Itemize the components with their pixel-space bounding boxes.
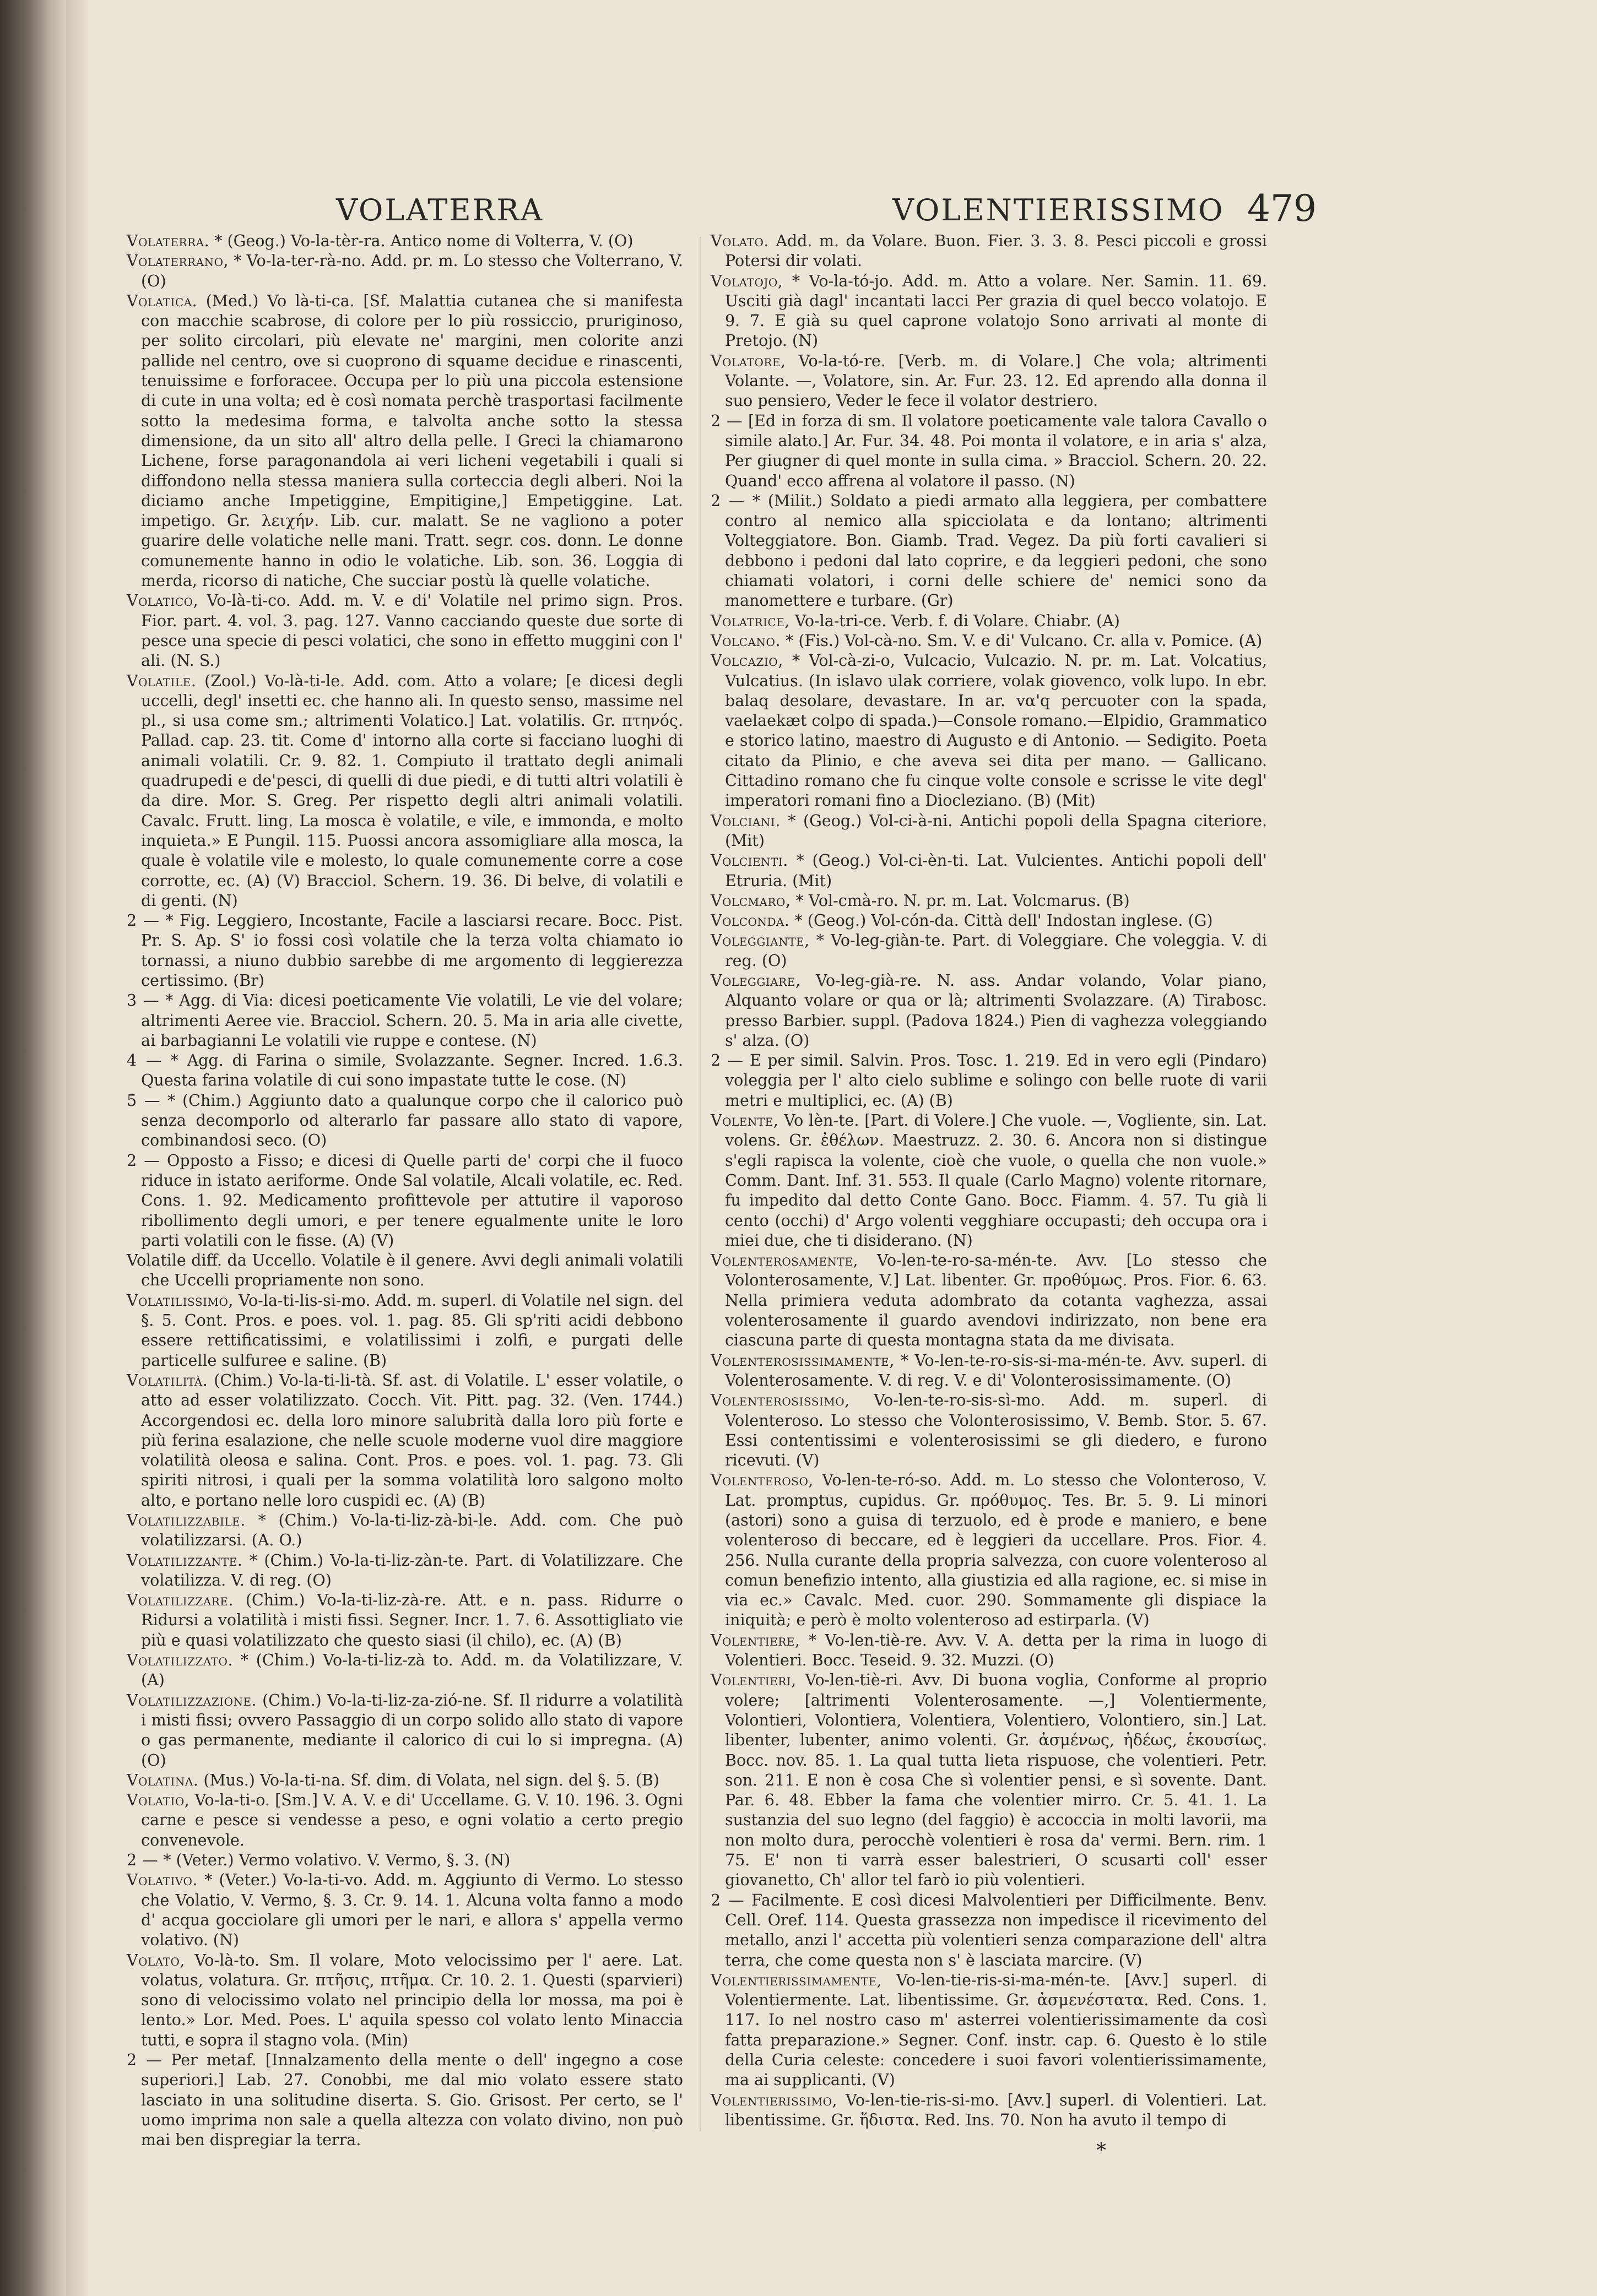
entry-headword: 2 — — [127, 911, 160, 930]
dictionary-entry — [711, 1891, 1267, 1971]
entry-headword: Voleggiante, — [711, 931, 810, 950]
entry-headword: Volatilità. — [127, 1371, 208, 1389]
book-spine — [0, 0, 66, 2296]
column-divider — [700, 237, 701, 2131]
dictionary-entry — [711, 1251, 1267, 1350]
entry-headword: Volcienti. — [711, 851, 788, 870]
entry-text: * (Geog.) Vo-la-tèr-ra. Antico nome di Volterra, V. (O) — [209, 232, 634, 250]
entry-text: * Vol-cà-zi-o, Vulcacio, Vulcazio. N. pr. m. Lat. Volcatius, Vulcatius. (In islavo ulak corriere, volak giovenco, volk lupo. In ebr. balaq desolare, devastare. In ar. vα'q percuoter con la spada, vaelaekæt colpo di spada.)—Console romano.—Elpidio, Grammatico e storico latino, maestro di Augusto e di Antonio. — Sedigito. Poeta citato da Plinio, e che aveva sei dita per mano. — Gallicano. Cittadino romano che fu cinque volte console e scrisse le vite degl' imperatori romani fino a Diocleziano. (B) (Mit) — [725, 652, 1267, 810]
dictionary-entry — [711, 651, 1267, 811]
dictionary-entry — [711, 1670, 1267, 1890]
entry-text: Vo-la-tri-ce. Verb. f. di Volare. Chiabr. (A) — [789, 611, 1120, 630]
entry-text: Vo-la-ti-lis-si-mo. Add. m. superl. di Volatile nel sign. del §. 5. Cont. Pros. e poes. vol. 1. pag. 85. Gli sp'riti acidi debbono essere rettificatissimi, e volatilissimi i zolfi, e purgati delle particelle sulfuree e saline. (B) — [141, 1291, 683, 1370]
dictionary-entry — [711, 1351, 1267, 1391]
dictionary-entry — [127, 1591, 683, 1651]
dictionary-entry — [711, 1631, 1267, 1671]
entry-headword: 2 — — [711, 491, 745, 510]
entry-headword: Volcmaro, — [711, 891, 791, 910]
entry-text: * Agg. di Farina o simile, Svolazzante. Segner. Incred. 1.6.3. Questa farina volatile di cui sono impastate tutte le cose. (N) — [141, 1051, 683, 1090]
entry-text: Vo-len-te-ro-sis-sì-mo. Add. m. superl. di Volenteroso. Lo stesso che Volonterosissimo, V. Bemb. Stor. 5. 67. Essi contentissimi e volenterosissimi se gli diedero, e furono ricevuti. (V) — [725, 1391, 1267, 1470]
dictionary-entry — [127, 1371, 683, 1511]
entry-headword: Volatina. — [127, 1771, 199, 1789]
entry-text: (Zool.) Vo-là-ti-le. Add. com. Atto a volare; [e dicesi degli uccelli, degl' insetti ec. che hanno ali. In questo senso, massime nel pl., si usa come sm.; altrimenti Volatico.] Lat. volatilis. Gr. πτηνός. Pallad. cap. 23. tit. Come d' intorno alla corte si facciano luoghi di animali volatili. Cr. 9. 82. 1. Compiuto il trattato degli animali quadrupedi e de'pesci, di quelli di due piedi, e di tutti altri volatili è da dire. Mor. S. Greg. Per rispetto degli altri animali volatili. Cavalc. Frutt. ling. La mosca è volatile, e vile, e immonda, e molto inquieta.» E Pungil. 115. Puossi ancora assomigliare alla mosca, la quale è volatile vile e molesto, lo quale comunemente corre a cose corrotte, ec. (A) (V) Bracciol. Schern. 19. 36. Di belve, di volatili e di genti. (N) — [141, 671, 683, 910]
entry-headword: Volenterosamente, — [711, 1251, 858, 1270]
dictionary-entry — [127, 1251, 683, 1291]
dictionary-entry — [711, 851, 1267, 891]
entry-text: * (Veter.) Vo-la-ti-vo. Add. m. Aggiunto di Vermo. Lo stesso che Volatio, V. Vermo, §. 3. Cr. 9. 14. 1. Alcuna volta fanno a modo d' acqua gocciolare gli umori per le nari, e allora s' appella vermo volativo. (N) — [141, 1871, 683, 1950]
entry-headword: Volcazio, — [711, 652, 783, 670]
left-page-edge — [66, 0, 88, 2296]
entry-headword: Volatilizzabile. — [127, 1511, 246, 1529]
entry-text: Facilmente. E così dicesi Malvolentieri per Difficilmente. Benv. Cell. Oref. 114. Questa grassezza non impedisce il ricevimento del metallo, anzi l' accetta più volentieri senza comparazione dell' altra terra, che come questa non s' è lasciata marcire. (V) — [725, 1891, 1267, 1969]
entry-text: Vo-len-tie-ris-si-ma-mén-te. [Avv.] superl. di Volentiermente. Lat. libentissime. Gr. ἀσμενέστατα. Red. Cons. 1. 117. Io nel nostro caso m' asterrei volentierissimamente da così fatta preparazione.» Segner. Conf. instr. cap. 6. Questo è lo stile della Curia celeste: concedere i suoi favori volentierissimamente, ma ai supplicanti. (V) — [725, 1971, 1267, 2089]
entry-headword: 2 — — [711, 411, 743, 430]
right-column — [711, 231, 1267, 2137]
dictionary-entry — [127, 1511, 683, 1551]
entry-text: (Med.) Vo là-ti-ca. [Sf. Malattia cutanea che si manifesta con macchie scabrose, di colore per lo più rossiccio, pruriginoso, per solito circolari, più elevate ne' margini, men colorite anzi pallide nel centro, ove si cuoprono di squame decidue e rinascenti, tenuissime e forforacee. Occupa per lo più una piccola estensione di cute in una volta; ed è così nomata perchè trasportasi facilmente sotto la medesima forma, e talvolta anche sotto la stessa dimensione, da un sito all' altro della pelle. I Greci la chiamarono Lichene, forse paragonandola ai veri licheni vegetabili i quali si diffondono nella stessa maniera sulla corteccia degli alberi. Noi la diciamo anche Impetiggine, Empitigine,] Empetiggine. Lat. impetigo. Gr. λειχήν. Lib. cur. malatt. Se ne vagliono a poter guarire delle volatiche nelle mani. Tratt. segr. cos. donn. Le donne comunemente hanno in odio le volatiche. Lib. son. 36. Loggia di merda, ricorso di natiche, Che succiar postù là quelle volatiche. — [141, 291, 683, 590]
entry-text: Per metaf. [Innalzamento della mente o dell' ingegno a cose superiori.] Lab. 27. Conobbi, me dal mio volato essere stato lasciato in una solitudine diserta. S. Gio. Grisost. Per certo, se l' uomo imprima non sale a quella altezza con volato divino, non può mai ben dispregiar la terra. — [141, 2051, 683, 2150]
dictionary-entry — [127, 1091, 683, 1151]
dictionary-entry — [127, 991, 683, 1051]
dictionary-entry — [711, 811, 1267, 851]
dictionary-entry — [711, 611, 1267, 631]
signature-mark: * — [1096, 2140, 1106, 2162]
entry-headword: Volatica. — [127, 291, 198, 310]
entry-headword: Voleggiare, — [711, 971, 801, 990]
entry-headword: 2 — — [711, 1891, 745, 1909]
dictionary-entry — [127, 1850, 683, 1870]
entry-headword: Volentierissimamente, — [711, 1971, 883, 1989]
entry-text: * (Chim.) Aggiunto dato a qualunque corpo che il calorico può senza decomporlo od alterarlo far passare allo stato di vapore, combinandosi seco. (O) — [141, 1091, 683, 1150]
dictionary-entry — [127, 1291, 683, 1371]
dictionary-entry — [711, 891, 1267, 911]
dictionary-entry — [127, 1151, 683, 1251]
entry-headword: Volatojo, — [711, 272, 783, 290]
entry-headword: Volatrice, — [711, 611, 790, 630]
entry-headword: Volato, — [127, 1951, 185, 1969]
entry-text: Vo-len-te-ro-sa-mén-te. Avv. [Lo stesso che Volonterosamente, V.] Lat. libenter. Gr. προθύμως. Pros. Fior. 6. 63. Nella primiera veduta adombrato da cotanta vaghezza, assai volenterosamente il guardo avendovi indirizzato, non bene era ciascuna parte di questa montagna stata da me divisata. — [725, 1251, 1267, 1350]
entry-text: * (Geog.) Vol-ci-èn-ti. Lat. Vulcientes. Antichi popoli dell' Etruria. (Mit) — [725, 851, 1267, 890]
entry-headword: Volentiere, — [711, 1631, 800, 1649]
dictionary-entry — [127, 251, 683, 291]
entry-headword: Volatio, — [127, 1791, 190, 1810]
entry-headword: 4 — — [127, 1051, 162, 1070]
entry-headword: Volatilissimo, — [127, 1291, 234, 1310]
entry-text: * Vo-la-tó-jo. Add. m. Atto a volare. Ner. Samin. 11. 69. Usciti già dagl' incantati lacci Per grazia di quel becco volatojo. E 9. 7. E già su quel caprone volatojo Sono arrivati al monte di Pretojo. (N) — [725, 272, 1267, 350]
entry-headword: Volatilizzazione. — [127, 1691, 257, 1709]
entry-headword: Volconda. — [711, 911, 790, 930]
dictionary-entry — [711, 411, 1267, 491]
entry-text: Vo-leg-già-re. N. ass. Andar volando, Volar piano, Alquanto volare or qua or là; altrimenti Svolazzare. (A) Tirabosc. presso Barbier. suppl. (Padova 1824.) Pien di vaghezza voleggiando s' alza. (O) — [725, 971, 1267, 1050]
entry-headword: Volatilizzare. — [127, 1591, 234, 1610]
entry-text: 2 — Opposto a Fisso; e dicesi di Quelle parti de' corpi che il fuoco riduce in istato aeriforme. Onde Sal volatile, Alcali volatile, ec. Red. Cons. 1. 92. Medicamento profittevole per attutire il vaporoso ribollimento degli umori, e per tenere egualmente unite le loro parti volatili con le fisse. (A) (V) — [127, 1151, 683, 1250]
entry-text: Add. m. da Volare. Buon. Fier. 3. 3. 8. Pesci piccoli e grossi Potersi dir volati. — [725, 232, 1267, 270]
dictionary-entry — [711, 272, 1267, 351]
dictionary-entry — [127, 1951, 683, 2050]
entry-headword: 2 — — [711, 1051, 744, 1070]
entry-text: (Chim.) Vo-la-ti-liz-zà-re. Att. e n. pass. Ridurre o Ridursi a volatilità i misti fissi. Segner. Incr. 1. 7. 6. Assottigliato vie più e quasi volatilizzato che questo siasi (il chilo), ec. (A) (B) — [141, 1591, 683, 1649]
entry-text: * (Chim.) Vo-la-ti-liz-zà-bi-le. Add. com. Che può volatilizzarsi. (A. O.) — [141, 1511, 683, 1550]
dictionary-entry — [127, 291, 683, 591]
entry-text: (Chim.) Vo-la-ti-li-tà. Sf. ast. di Volatile. L' esser volatile, o atto ad esser volatilizzato. Cocch. Vit. Pitt. pag. 32. (Ven. 1744.) Accorgendosi ec. della loro minore salubrità dalla loro più forte e più ferina esalazione, che nelle scuole moderne vuol dire maggiore volatilità oleosa e salina. Cont. Pros. e poes. vol. 1. pag. 73. Gli spiriti nitrosi, i quali per la somma volatilità loro salgono molto alto, e portano nelle loro cuspidi ec. (A) (B) — [141, 1371, 683, 1510]
entry-text: * Agg. di Via: dicesi poeticamente Vie volatili, Le vie del volare; altrimenti Aeree vie. Bracciol. Schern. 20. 5. Ma in aria alle civette, ai barbagianni Le volatili vie ruppe e contese. (N) — [141, 991, 683, 1050]
entry-text: Vo-la-ti-o. [Sm.] V. A. V. e di' Uccellame. G. V. 10. 196. 3. Ogni carne e pesce si vendesse a peso, e ogni volatio a certo pregio convenevole. — [141, 1791, 683, 1849]
running-header — [242, 182, 1317, 230]
entry-headword: Volaterra. — [127, 232, 210, 250]
entry-headword: Volaterrano, — [127, 252, 229, 270]
entry-headword: Volciani. — [711, 811, 781, 830]
dictionary-entry — [711, 1470, 1267, 1630]
left-column — [127, 231, 683, 2150]
dictionary-entry — [711, 971, 1267, 1051]
entry-text: * Vo-len-tiè-re. Avv. V. A. detta per la rima in luogo di Volentieri. Bocc. Teseid. 9. 32. Muzzi. (O) — [725, 1631, 1267, 1670]
dictionary-entry — [127, 1051, 683, 1091]
running-head-right: VOLENTIERISSIMO — [892, 193, 1225, 227]
dictionary-entry — [127, 1790, 683, 1850]
dictionary-entry — [127, 2050, 683, 2150]
dictionary-entry — [711, 1111, 1267, 1251]
entry-text: Vo-là-to. Sm. Il volare, Moto velocissimo per l' aere. Lat. volatus, volatura. Gr. πτῆσις, πτῆμα. Cr. 10. 2. 1. Questi (sparvieri) sono di velocissimo volato nel principio della lor mossa, ma poi è lento.» Lor. Med. Poes. L' aquila spesso col volato lento Minaccia tutti, e sopra il stagno vola. (Min) — [141, 1951, 683, 2049]
dictionary-entry — [711, 1971, 1267, 2091]
dictionary-entry — [127, 1551, 683, 1591]
entry-headword: Volcano. — [711, 631, 781, 650]
entry-headword: Volativo. — [127, 1871, 198, 1890]
entry-text: Vo-len-tiè-ri. Avv. Di buona voglia, Conforme al proprio volere; [altrimenti Volenterosamente. —,] Volentiermente, Volontieri, Volontiera, Volentiera, Volentiero, Volontiero, sin.] Lat. libenter, lubenter, animo volenti. Gr. ἀσμένως, ἡδέως, ἑκουσίως. Bocc. nov. 85. 1. La qual tutta lieta rispuose, che volentieri. Petr. son. 211. E non è cosa Che sì volentier pensi, e sì sovente. Dant. Par. 6. 48. Ebber la fama che volentier mirro. Cr. 5. 41. 1. La sustanzia del suo legno (del faggio) è accoccia in molti lavorii, ma non molto dura, perocchè volentieri è rosa da' vermi. Bern. rim. 1 75. E' non ti varrà esser balestrieri, O scusarti coll' esser giovanetto, Ch' allor tel farò io più volentieri. — [725, 1671, 1267, 1890]
dictionary-entry — [711, 2091, 1267, 2131]
entry-headword: Volenterosissimo, — [711, 1391, 850, 1410]
entry-headword: Volenteroso, — [711, 1471, 814, 1490]
entry-headword: 3 — — [127, 991, 160, 1010]
entry-headword: Volatico, — [127, 591, 199, 610]
entry-text: (Chim.) Vo-la-ti-liz-za-zió-ne. Sf. Il ridurre a volatilità i misti fissi; ovvero Passaggio di un corpo solido allo stato di vapore o gas permanente, mediante il calorico di cui lo si impregna. (A) (O) — [141, 1691, 683, 1770]
entry-text: Vo-len-te-ró-so. Add. m. Lo stesso che Volonteroso, V. Lat. promptus, cupidus. Gr. πρόθυμος. Tes. Br. 5. 9. Li minori (astori) sono a guisa di terzuolo, ed è prode e maniero, e bene volenteroso di beccare, ed è leggieri da uccellare. Pros. Fior. 4. 256. Nulla curante della propria salvezza, con cuore volenteroso al comun benefizio intento, alla giustizia ed alla ragione, ec. si mise in via ec.» Cavalc. Med. cuor. 290. Sommamente gli dispiace la iniquità; e però è molto volenteroso ad estirparla. (V) — [725, 1471, 1267, 1630]
entry-text: Vo-len-tie-ris-si-mo. [Avv.] superl. di Volentieri. Lat. libentissime. Gr. ἥδιστα. Red. Ins. 70. Non ha avuto il tempo di — [725, 2091, 1267, 2129]
page-number: 479 — [1247, 187, 1317, 230]
entry-headword: Volentierissimo, — [711, 2091, 838, 2109]
dictionary-entry — [711, 931, 1267, 971]
entry-headword: Volente, — [711, 1111, 779, 1130]
entry-headword: Volatore, — [711, 351, 786, 370]
dictionary-entry — [711, 231, 1267, 272]
dictionary-entry — [127, 591, 683, 671]
entry-text: Vo-la-tó-re. [Verb. m. di Volare.] Che vola; altrimenti Volante. —, Volatore, sin. Ar. Fur. 23. 12. Ed aprendo alla donna il suo pensiero, Veder le fece il volator destriero. — [725, 351, 1267, 410]
dictionary-entry — [711, 1051, 1267, 1111]
dictionary-entry — [127, 231, 683, 251]
dictionary-entry — [127, 1651, 683, 1691]
entry-headword: Volentieri, — [711, 1671, 797, 1690]
entry-text: * (Chim.) Vo-la-ti-liz-zà to. Add. m. da Volatilizzare, V. (A) — [141, 1651, 683, 1690]
entry-text: * (Geog.) Vol-cón-da. Città dell' Indostan inglese. (G) — [789, 911, 1213, 930]
entry-text: * (Fis.) Vol-cà-no. Sm. V. e di' Vulcano. Cr. alla v. Pomice. (A) — [780, 631, 1263, 650]
dictionary-entry — [711, 491, 1267, 611]
entry-text: * (Milit.) Soldato a piedi armato alla leggiera, per combattere contro al nemico alla spicciolata e da lontano; altrimenti Volteggiatore. Bon. Giamb. Trad. Vegez. Da più forti cavalieri si debbono i pedoni dal lato coprire, e da leggieri pedoni, che sono chiamati volatori, i corni delle schiere de' nemici sono da manomettere e turbare. (Gr) — [725, 491, 1267, 610]
entry-text: * (Chim.) Vo-la-ti-liz-zàn-te. Part. di Volatilizzare. Che volatilizza. V. di reg. (O) — [141, 1551, 683, 1589]
dictionary-entry — [127, 671, 683, 911]
dictionary-entry — [127, 911, 683, 991]
entry-text: * Vo-len-te-ro-sis-si-ma-mén-te. Avv. superl. di Volenterosamente. V. di reg. V. e di' Volonterosissimamente. (O) — [725, 1351, 1267, 1389]
entry-headword: Volato. — [711, 232, 769, 250]
dictionary-entry — [711, 631, 1267, 651]
entry-text: Volatile diff. da Uccello. Volatile è il genere. Avvi degli animali volatili che Uccelli propriamente non sono. — [127, 1251, 683, 1290]
entry-text: * (Veter.) Vermo volativo. V. Vermo, §. 3. (N) — [158, 1851, 511, 1870]
entry-headword: 2 — — [127, 1851, 159, 1870]
entry-headword: Volatile. — [127, 671, 197, 690]
dictionary-entry — [711, 1391, 1267, 1470]
entry-headword: Volenterosissimamente, — [711, 1351, 895, 1370]
entry-text: * Vo-la-ter-rà-no. Add. pr. m. Lo stesso che Volterrano, V. (O) — [141, 252, 683, 290]
entry-headword: 5 — — [127, 1091, 160, 1110]
dictionary-entry — [127, 1870, 683, 1950]
entry-headword: Volatilizzante. — [127, 1551, 243, 1570]
entry-text: * (Geog.) Vol-ci-à-ni. Antichi popoli della Spagna citeriore. (Mit) — [725, 811, 1267, 850]
entry-text: * Fig. Leggiero, Incostante, Facile a lasciarsi recare. Bocc. Pist. Pr. S. Ap. S' io fossi così volatile che la terza volta chiamato io tornassi, a niuno dubbio sarebbe di me argomento di leggierezza certissimo. (Br) — [141, 911, 683, 990]
entry-text: [Ed in forza di sm. Il volatore poeticamente vale talora Cavallo o simile alato.] Ar. Fur. 34. 48. Poi monta il volatore, e in aria s' alza, Per giugner di quel monte in sulla cima. » Bracciol. Schern. 20. 22. Quand' ecco affrena al volatore il passo. (N) — [725, 411, 1267, 490]
entry-text: * Vo-leg-giàn-te. Part. di Voleggiare. Che voleggia. V. di reg. (O) — [725, 931, 1267, 970]
entry-text: (Mus.) Vo-la-ti-na. Sf. dim. di Volata, nel sign. del §. 5. (B) — [198, 1771, 659, 1789]
dictionary-entry — [711, 911, 1267, 931]
entry-text: Vo-là-ti-co. Add. m. V. e di' Volatile nel primo sign. Pros. Fior. part. 4. vol. 3. pag. 127. Vanno cacciando queste due sorte di pesce una specie di pesci volatici, che sono in effetto muggini con l' ali. (N. S.) — [141, 591, 683, 670]
dictionary-entry — [711, 351, 1267, 411]
dictionary-entry — [127, 1771, 683, 1790]
running-head-left: VOLATERRA — [336, 193, 544, 227]
entry-headword: Volatilizzato. — [127, 1651, 233, 1670]
dictionary-entry — [127, 1691, 683, 1771]
entry-text: * Vol-cmà-ro. N. pr. m. Lat. Volcmarus. (B) — [791, 891, 1130, 910]
entry-text: Vo lèn-te. [Part. di Volere.] Che vuole. —, Vogliente, sin. Lat. volens. Gr. ἐθέλων. Maestruzz. 2. 30. 6. Ancora non si distingue s'egli rapisca la volente, cioè che vuole, o quella che non vuole.» Comm. Dant. Inf. 31. 553. Il quale (Carlo Magno) volente ritornare, fu impedito dal detto Conte Gano. Bocc. Fiamm. 4. 57. Tu già li cento (occhi) d' Argo volenti vegghiare occupasti; deh occupa ora i miei due, che ti disiderano. (N) — [725, 1111, 1267, 1250]
entry-text: E per simil. Salvin. Pros. Tosc. 1. 219. Ed in vero egli (Pindaro) voleggia per l' alto cielo sublime e solingo con belle ruote di varii metri e multiplici, ec. (A) (B) — [725, 1051, 1268, 1110]
entry-headword: 2 — — [127, 2051, 163, 2070]
